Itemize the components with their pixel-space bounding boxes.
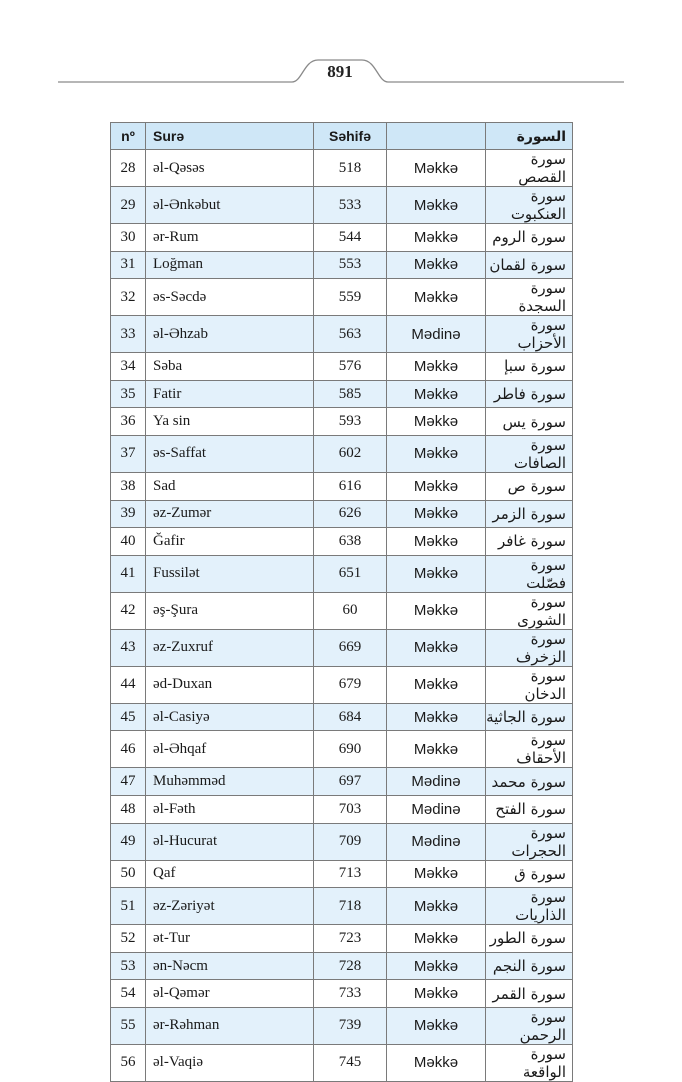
row-number: 34 <box>111 353 146 381</box>
row-place: Məkkə <box>387 592 486 629</box>
row-place: Məkkə <box>387 703 486 731</box>
row-number: 44 <box>111 666 146 703</box>
row-surah-name: ət-Tur <box>146 925 314 953</box>
row-place: Məkkə <box>387 1007 486 1044</box>
row-number: 49 <box>111 823 146 860</box>
row-page: 593 <box>314 408 387 436</box>
row-surah-name: əl-Fəth <box>146 795 314 823</box>
row-surah-name: ən-Nəcm <box>146 952 314 980</box>
row-page: 651 <box>314 555 387 592</box>
row-page: 563 <box>314 316 387 353</box>
row-number: 38 <box>111 472 146 500</box>
header-surah: Surə <box>146 123 314 150</box>
row-place: Məkkə <box>387 187 486 224</box>
row-arabic-name: سورة الطور <box>486 925 573 953</box>
row-number: 40 <box>111 528 146 556</box>
table-row <box>111 435 573 472</box>
table-header-row <box>111 123 573 150</box>
row-arabic-name: سورة سبإ <box>486 353 573 381</box>
header-rule <box>0 0 682 100</box>
row-number: 55 <box>111 1007 146 1044</box>
row-number: 36 <box>111 408 146 436</box>
row-arabic-name: سورة ق <box>486 860 573 888</box>
row-page: 733 <box>314 980 387 1008</box>
header-number: nº <box>111 123 146 150</box>
table-row <box>111 666 573 703</box>
table-row <box>111 472 573 500</box>
row-page: 553 <box>314 251 387 279</box>
table-row <box>111 251 573 279</box>
row-number: 52 <box>111 925 146 953</box>
row-page: 669 <box>314 629 387 666</box>
row-surah-name: əl-Əhzab <box>146 316 314 353</box>
row-arabic-name: سورة الجاثية <box>486 703 573 731</box>
row-place: Məkkə <box>387 435 486 472</box>
row-arabic-name: سورة الصافات <box>486 435 573 472</box>
row-place: Məkkə <box>387 224 486 252</box>
row-arabic-name: سورة محمد <box>486 768 573 796</box>
row-number: 46 <box>111 731 146 768</box>
row-number: 42 <box>111 592 146 629</box>
row-arabic-name: سورة الدخان <box>486 666 573 703</box>
table-row <box>111 528 573 556</box>
row-number: 56 <box>111 1044 146 1081</box>
row-arabic-name: سورة الروم <box>486 224 573 252</box>
row-page: 718 <box>314 888 387 925</box>
row-arabic-name: سورة الذاريات <box>486 888 573 925</box>
row-arabic-name: سورة الزمر <box>486 500 573 528</box>
table-row <box>111 592 573 629</box>
row-surah-name: əl-Qəmər <box>146 980 314 1008</box>
row-surah-name: Loğman <box>146 251 314 279</box>
row-place: Məkkə <box>387 629 486 666</box>
row-number: 31 <box>111 251 146 279</box>
row-page: 518 <box>314 150 387 187</box>
row-surah-name: ər-Rum <box>146 224 314 252</box>
table-row <box>111 980 573 1008</box>
table-row <box>111 353 573 381</box>
row-arabic-name: سورة فاطر <box>486 380 573 408</box>
row-page: 638 <box>314 528 387 556</box>
row-surah-name: Sad <box>146 472 314 500</box>
row-arabic-name: سورة الواقعة <box>486 1044 573 1081</box>
row-place: Mədinə <box>387 823 486 860</box>
row-page: 739 <box>314 1007 387 1044</box>
row-place: Mədinə <box>387 316 486 353</box>
row-place: Məkkə <box>387 666 486 703</box>
row-surah-name: Ya sin <box>146 408 314 436</box>
row-arabic-name: سورة الشورى <box>486 592 573 629</box>
row-page: 544 <box>314 224 387 252</box>
row-place: Məkkə <box>387 731 486 768</box>
row-arabic-name: سورة النجم <box>486 952 573 980</box>
table-row <box>111 768 573 796</box>
row-surah-name: Səba <box>146 353 314 381</box>
row-page: 616 <box>314 472 387 500</box>
row-place: Məkkə <box>387 555 486 592</box>
row-number: 41 <box>111 555 146 592</box>
table-row <box>111 795 573 823</box>
table-row <box>111 629 573 666</box>
row-page: 697 <box>314 768 387 796</box>
row-arabic-name: سورة لقمان <box>486 251 573 279</box>
row-place: Məkkə <box>387 528 486 556</box>
row-surah-name: əl-Əhqaf <box>146 731 314 768</box>
row-surah-name: əd-Duxan <box>146 666 314 703</box>
row-number: 45 <box>111 703 146 731</box>
table-row <box>111 187 573 224</box>
row-arabic-name: سورة القصص <box>486 150 573 187</box>
row-surah-name: əz-Zəriyət <box>146 888 314 925</box>
row-place: Məkkə <box>387 1044 486 1081</box>
header-place <box>387 123 486 150</box>
table-row <box>111 925 573 953</box>
row-page: 728 <box>314 952 387 980</box>
row-number: 32 <box>111 279 146 316</box>
row-page: 576 <box>314 353 387 381</box>
table-row <box>111 1007 573 1044</box>
row-surah-name: Ğafir <box>146 528 314 556</box>
row-surah-name: Qaf <box>146 860 314 888</box>
row-arabic-name: سورة الحجرات <box>486 823 573 860</box>
row-number: 54 <box>111 980 146 1008</box>
row-place: Məkkə <box>387 888 486 925</box>
row-place: Mədinə <box>387 795 486 823</box>
header-arabic: السورة <box>486 123 573 150</box>
row-place: Məkkə <box>387 925 486 953</box>
table-row <box>111 823 573 860</box>
row-number: 30 <box>111 224 146 252</box>
row-page: 533 <box>314 187 387 224</box>
table-row <box>111 408 573 436</box>
row-surah-name: əs-Saffat <box>146 435 314 472</box>
row-surah-name: əz-Zuxruf <box>146 629 314 666</box>
row-surah-name: əş-Şura <box>146 592 314 629</box>
page-number: 891 <box>327 62 353 81</box>
page-header <box>0 0 682 100</box>
row-surah-name: əl-Casiyə <box>146 703 314 731</box>
row-arabic-name: سورة الفتح <box>486 795 573 823</box>
row-arabic-name: سورة غافر <box>486 528 573 556</box>
row-page: 713 <box>314 860 387 888</box>
row-page: 745 <box>314 1044 387 1081</box>
row-page: 723 <box>314 925 387 953</box>
row-arabic-name: سورة الأحزاب <box>486 316 573 353</box>
row-arabic-name: سورة فصّلت <box>486 555 573 592</box>
row-surah-name: əl-Vaqiə <box>146 1044 314 1081</box>
table-row <box>111 224 573 252</box>
row-place: Məkkə <box>387 952 486 980</box>
row-number: 28 <box>111 150 146 187</box>
row-place: Məkkə <box>387 353 486 381</box>
row-page: 690 <box>314 731 387 768</box>
row-page: 559 <box>314 279 387 316</box>
table-row <box>111 1044 573 1081</box>
row-page: 703 <box>314 795 387 823</box>
row-number: 37 <box>111 435 146 472</box>
row-arabic-name: سورة الرحمن <box>486 1007 573 1044</box>
row-number: 29 <box>111 187 146 224</box>
row-arabic-name: سورة يس <box>486 408 573 436</box>
table-row <box>111 316 573 353</box>
row-place: Məkkə <box>387 860 486 888</box>
row-place: Məkkə <box>387 380 486 408</box>
row-page: 679 <box>314 666 387 703</box>
row-place: Məkkə <box>387 980 486 1008</box>
row-number: 35 <box>111 380 146 408</box>
row-page: 585 <box>314 380 387 408</box>
surah-table <box>110 122 573 1082</box>
table-row <box>111 555 573 592</box>
table-row <box>111 952 573 980</box>
row-surah-name: əl-Ənkəbut <box>146 187 314 224</box>
row-surah-name: əs-Səcdə <box>146 279 314 316</box>
table-row <box>111 279 573 316</box>
row-number: 50 <box>111 860 146 888</box>
row-place: Məkkə <box>387 408 486 436</box>
row-place: Məkkə <box>387 472 486 500</box>
row-arabic-name: سورة الأحقاف <box>486 731 573 768</box>
row-surah-name: əl-Hucurat <box>146 823 314 860</box>
row-place: Məkkə <box>387 279 486 316</box>
row-place: Mədinə <box>387 768 486 796</box>
header-page: Səhifə <box>314 123 387 150</box>
row-surah-name: əl-Qəsəs <box>146 150 314 187</box>
row-number: 51 <box>111 888 146 925</box>
row-page: 709 <box>314 823 387 860</box>
row-page: 684 <box>314 703 387 731</box>
table-row <box>111 703 573 731</box>
row-surah-name: Fatir <box>146 380 314 408</box>
row-arabic-name: سورة السجدة <box>486 279 573 316</box>
table-row <box>111 731 573 768</box>
table-row <box>111 888 573 925</box>
row-number: 33 <box>111 316 146 353</box>
row-place: Məkkə <box>387 150 486 187</box>
row-surah-name: Muhəmməd <box>146 768 314 796</box>
row-place: Məkkə <box>387 500 486 528</box>
row-arabic-name: سورة ص <box>486 472 573 500</box>
row-place: Məkkə <box>387 251 486 279</box>
row-page: 626 <box>314 500 387 528</box>
row-surah-name: Fussilət <box>146 555 314 592</box>
row-page: 60 <box>314 592 387 629</box>
row-page: 602 <box>314 435 387 472</box>
row-number: 48 <box>111 795 146 823</box>
row-surah-name: əz-Zumər <box>146 500 314 528</box>
row-arabic-name: سورة العنكبوت <box>486 187 573 224</box>
table-row <box>111 500 573 528</box>
row-arabic-name: سورة الزخرف <box>486 629 573 666</box>
row-number: 47 <box>111 768 146 796</box>
row-number: 39 <box>111 500 146 528</box>
row-number: 43 <box>111 629 146 666</box>
table-row <box>111 860 573 888</box>
table-row <box>111 380 573 408</box>
row-arabic-name: سورة القمر <box>486 980 573 1008</box>
row-surah-name: ər-Rəhman <box>146 1007 314 1044</box>
row-number: 53 <box>111 952 146 980</box>
table-row <box>111 150 573 187</box>
